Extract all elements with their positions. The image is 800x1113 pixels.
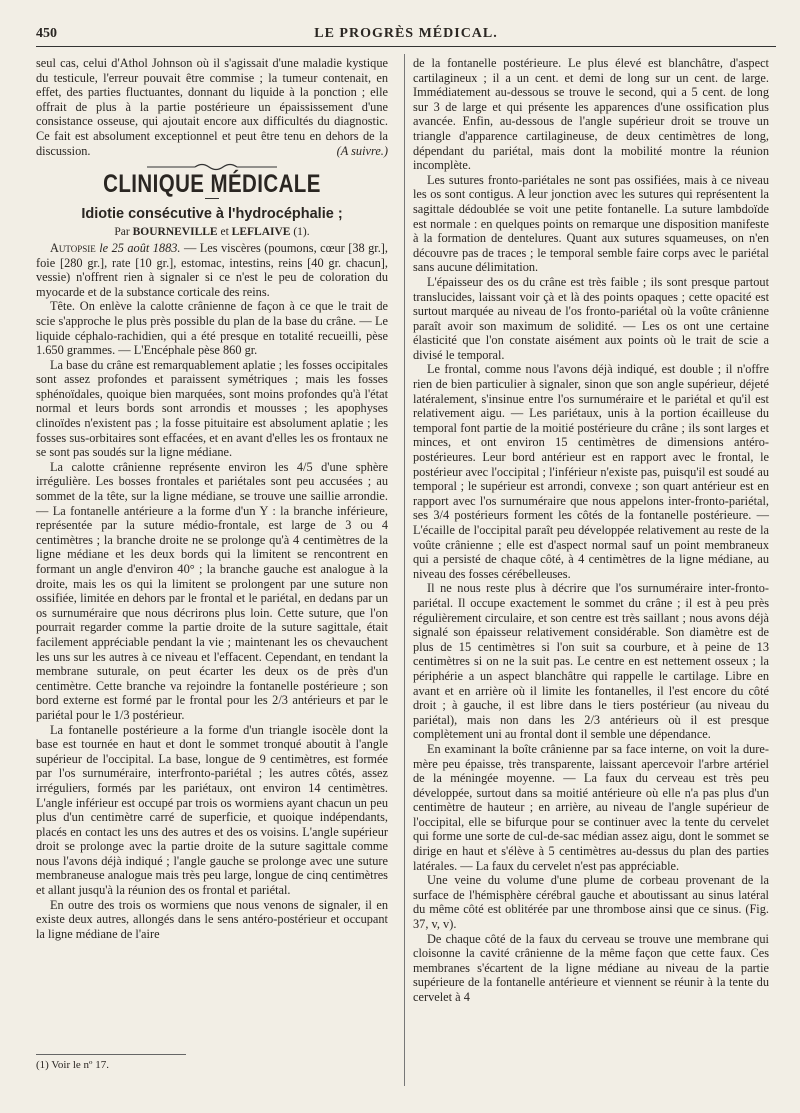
base-crane-paragraph: La base du crâne est remarquablement aplatie ; les fosses occipitales sont assez profondes et paraissent symétriques ; mais les fosses sphénoïdales, quoique bien marquées, sont moins profondes qu'à l'état normal et leurs bords sont arrondis et mousses ; les apophyses clinoïdes n'existent pas ; la fosse pituitaire est absolument aplatie ; les fosses sus-orbitaires sont effacées, et en avant d'elles les os frontaux ne se sont pas soudés sur la ligne médiane. xyxy=(36,357,388,460)
footnote-ref: (1). xyxy=(293,226,310,239)
to-be-continued: (A suivre.) xyxy=(336,143,388,158)
footnote-rule xyxy=(36,1054,186,1055)
right-paragraph-3: L'épaisseur des os du crâne est très faible ; ils sont presque partout translucides, laissant voir çà et là des points opaques ; cette opacité est surtout marquée au niveau de l'os fronto-pariétal où la voûte crânienne paraît avoir son maximum de solidité. — Les os ont une certaine élasticité que l'on constate aisément aux points où le trait de scie a divisé le temporal. xyxy=(413,274,769,362)
wormiens-paragraph: En outre des trois os wormiens que nous venons de signaler, il en existe deux autres, allongés dans le sens antéro-postérieur et occupant la ligne médiane de l'aire xyxy=(36,897,388,941)
right-column xyxy=(413,56,769,1005)
article-title: Idiotie consécutive à l'hydrocéphalie ; xyxy=(81,205,343,222)
right-paragraph-5: Il ne nous reste plus à décrire que l'os surnuméraire inter-fronto-pariétal. Il occupe exactement le sommet du crâne ; il est à peu près régulièrement circulaire, et son centre est très saillant ; nous avons déjà signalé son épaisseur relativement considérable. Son diamètre est de plus de 15 centimètres si l'on suit sa courbure, et à peine de 13 centimètres si on ne la suit pas. Le centre en est nettement osseux ; la périphérie a un aspect blanchâtre qui rappelle le cartilage. Libre en avant et en arrière où il limite les fontanelles, il l'est encore du côté droit ; à gauche, il est libre dans le tiers postérieur (au niveau du pariétal), mais non dans les 2/3 antérieurs où il est presque complètement uni au frontal dont il semble une dépendance. xyxy=(413,581,769,742)
right-paragraph-6: En examinant la boîte crânienne par sa face interne, on voit la dure-mère peu épaisse, très transparente, laissant apercevoir l'arbre artériel de la méningée moyenne. — La faux du cerveau est très peu développée, surtout dans sa moitié antérieure où elle n'a pas plus d'un centimètre de hauteur ; en arrière, au niveau de l'angle supérieur de l'occipital, elle se bifurque pour se continuer avec la tente du cervelet qui forme une sorte de cul-de-sac médian assez aigu, dont le sommet se dirige en haut et s'élève à 5 centimètres au-dessus du plan des parties latérales. — La faux du cervelet n'est pas appréciable. xyxy=(413,741,769,873)
right-paragraph-4: Le frontal, comme nous l'avons déjà indiqué, est double ; il n'offre rien de bien particulier à signaler, sinon que son angle supérieur, déjeté latéralement, s'insinue entre l'os surnuméraire et le pariétal et qu'il est relativement aigu. — Les pariétaux, unis à la portion écailleuse du temporal font partie de la moitié postérieure du crâne ; ils sont larges et minces, et ont environ 15 centimètres de dimensions antéro-postérieures. Leur bord antérieur est en rapport avec le frontal, le postérieur avec l'occipital ; l'inférieur n'existe pas, puisqu'il est soudé au temporal ; le supérieur est arrondi, convexe ; son quart antérieur est en rapport avec l'os surnuméraire que nous appelons inter-fronto-pariétal, ses 3/4 postérieurs forment les côtés de la fontanelle postérieure. — L'écaille de l'occipital paraît peu développée relativement au reste de la voûte crânienne ; elle est d'aspect normal sauf un point membraneux qui a persisté de chaque côté, à 4 centimètres de la ligne médiane, au niveau des fosses cérébelleuses. xyxy=(413,362,769,581)
right-paragraph-8: De chaque côté de la faux du cerveau se trouve une membrane qui cloisonne la cavité crânienne de la même façon que cette faux. Ces membranes s'écartent de la ligne médiane au niveau de la partie supérieure de la fontanelle antérieure et viennent se réunir à la tente du cervelet à 4 xyxy=(413,931,769,1004)
tete-paragraph: Tête. On enlève la calotte crânienne de façon à ce que le trait de scie s'approche le plus près possible du plan de la base du crâne. — Le liquide céphalo-rachidien, qui a été presque en totalité recueilli, pèse 1.650 grammes. — L'Encéphale pèse 860 gr. xyxy=(36,299,388,358)
journal-title: LE PROGRÈS MÉDICAL. xyxy=(314,26,498,41)
left-column xyxy=(36,56,388,1076)
page-number: 450 xyxy=(36,26,57,41)
intro-paragraph: seul cas, celui d'Athol Johnson où il s'agissait d'une maladie kystique du testicule, l'erreur pouvait être commise ; la tumeur contenait, en effet, des parties fluctuantes, donnant du liquide à la ponction ; elle offrait de plus à la partie postérieure un épaississement d'une consistance osseuse, qui ajoutait encore aux difficultés du diagnostic. Ce fait est absolument exceptionnel et peut être tenu en dehors de la discussion. (A suivre.) xyxy=(36,56,388,158)
byline: Par BOURNEVILLE et LEFLAIVE (1). xyxy=(114,226,310,239)
footnote-text: (1) Voir le nº 17. xyxy=(36,1059,109,1071)
calotte-paragraph: La calotte crânienne représente environ les 4/5 d'une sphère irrégulière. Les bosses frontales et pariétales sont peu accusées ; au sommet de la tête, sur la ligne médiane, se trouve une saillie arrondie. — La fontanelle antérieure a la forme d'un Y : la branche inférieure, représentée par la suture médio-frontale, est large de 3 ou 4 centimètres ; la branche droite ne se prolonge qu'à 4 centimètres de la ligne médiane et les deux bords qui la limitent se rencontrent en formant un angle d'environ 40° ; la branche gauche est analogue à la droite, mais les os qui la limitent se prolongent par une suture non ossifiée, limitée en dehors par le frontal et le pariétal, en dedans par un os surnuméraire que nous décrirons plus loin. Cette suture, que l'on pourrait regarder comme la partie droite de la suture sagittale, était facilement appréciable pendant la vie ; maintenant les os chevauchent les uns sur les autres à ce niveau et l'effacent. Cependant, en tendant la membrane suturale, on peut écarter les deux os de près d'un centimètre. Cette branche va rejoindre la fontanelle postérieure ; son bord externe est formé par le frontal pour les 2/3 antérieurs et par le pariétal pour le 1/3 postérieur. xyxy=(36,459,388,722)
author-2: LEFLAIVE xyxy=(231,226,291,239)
right-paragraph-7: Une veine du volume d'une plume de corbeau provenant de la surface de l'hémisphère cérébral gauche et aboutissant au sinus latéral du même côté est oblitérée par une thrombose ainsi que ce sinus. (Fig. 37, v, v). xyxy=(413,873,769,932)
right-paragraph-1: de la fontanelle postérieure. Le plus élevé est blanchâtre, d'aspect cartilagineux ; il a un cent. et demi de long sur un cent. de large. Immédiatement au-dessous se trouve le second, qui a 5 cent. de long sur 3 de large et qui présente les apparences d'une ossification plus avancée. Enfin, au-dessous de l'angle supérieur droit se trouve un triangle d'apparence cartilagineuse, de deux centimètres de long, dépendant du pariétal, mais dont la mobilité montre la réunion incomplète. xyxy=(413,56,769,173)
right-paragraph-2: Les sutures fronto-pariétales ne sont pas ossifiées, mais à ce niveau les os sont contigus. A leur jonction avec les sutures qui représentent la sagittale dédoublée se voit une petite fontanelle. La suture lambdoïde est normale : en quelques points on remarque une disposition manifeste à la formation de dentelures. Quant aux sutures squameuses, on n'en découvre pas de traces ; le temporal semble faire corps avec le pariétal sans aucune délimitation. xyxy=(413,172,769,275)
author-1: BOURNEVILLE xyxy=(132,226,218,239)
page-header xyxy=(36,24,776,47)
autopsie-paragraph: Autopsie le 25 août 1883. — Les viscères (poumons, cœur [38 gr.], foie [280 gr.], rate [10 gr.], estomac, intestins, reins [40 gr. chacun], vessie) n'offrent rien à signaler si ce n'est le peu de coloration du myocarde et de la substance corticale des reins. xyxy=(36,240,389,299)
column-divider xyxy=(404,54,405,1086)
footnote xyxy=(36,1054,388,1071)
fontanelle-posterieure-paragraph: La fontanelle postérieure a la forme d'un triangle isocèle dont la base est tournée en haut et dont le sommet tronqué aboutit à l'angle supérieur de l'occipital. La base, longue de 9 centimètres, est formée par l'os surnuméraire, interfronto-pariétal ; les autres côtés, assez irréguliers, formés par les pariétaux, ont environ 14 centimètres. L'angle inférieur est occupé par trois os wormiens ayant chacun un peu plus d'un centimètre carré de superficie, et quoique indépendants, placés en contact les uns des autres et des os voisins. L'angle supérieur droit se prolonge avec la partie droite de la suture sagittale comme nous l'avons déjà indiqué ; l'angle gauche se prolonge avec une suture membraneuse analogue mais très peu large, longue de cinq centimètres et allant jusqu'à la réunion des os frontal et pariétal. xyxy=(36,722,388,898)
section-title: CLINIQUE MÉDICALE xyxy=(103,170,321,199)
